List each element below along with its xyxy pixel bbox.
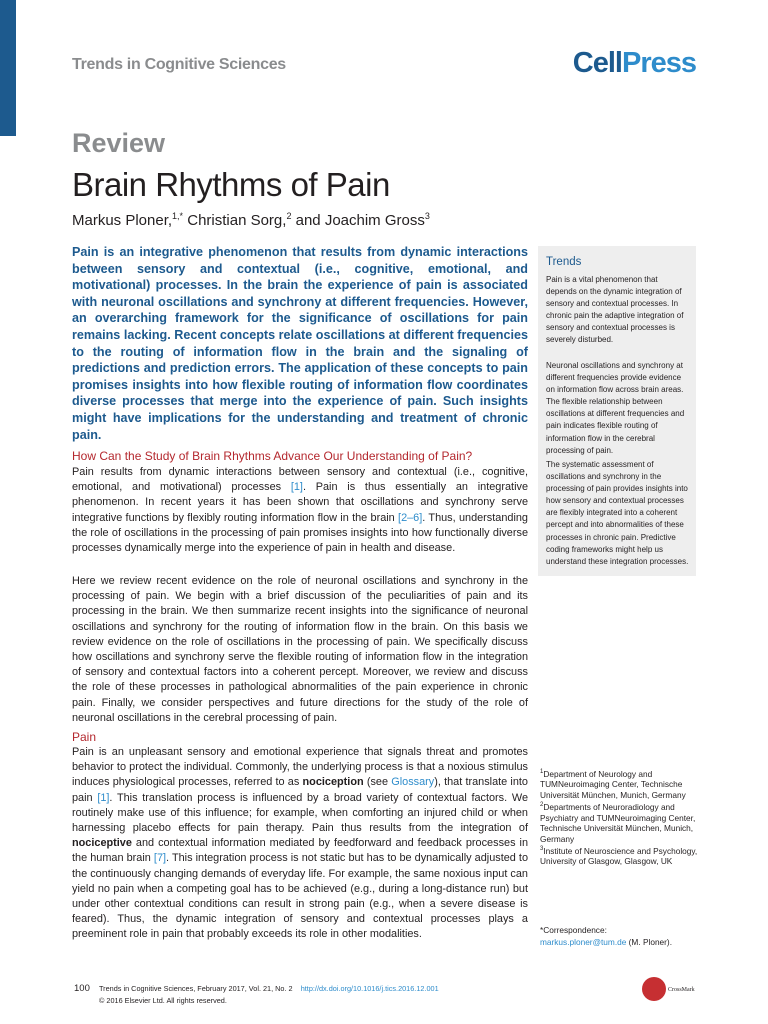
trends-paragraph-2: Neuronal oscillations and synchrony at different frequencies provide evidence on information flow across brain areas. The flexible relationship between oscillations at different frequencies and pain indicates flexible routing of information flow in the cerebral processing of pain. (546, 361, 685, 455)
affiliation-3: $^3$Institute of Neuroscience and Psychology, University of Glasgow, Glasgow, UK (540, 845, 698, 867)
citation-link[interactable]: [2–6] (398, 511, 423, 524)
author-list (72, 211, 430, 229)
journal-name: Trends in Cognitive Sciences (72, 56, 286, 73)
intro-paragraph-1: Pain results from dynamic interactions between sensory and contextual (i.e., cognitive, emotional, and motivational) processes [1]. Pain is thus essentially an integrative phenomenon. In recent years it has been shown that oscillations and synchrony serve integrative functions by flexibly routing information flow in the brain [2–6]. Thus, understanding the role of oscillations in the processing of pain promises insights into how functionally diverse processes dynamically merge into the experience of pain in health and disease. (72, 466, 528, 555)
author-2: Christian Sorg, (183, 212, 287, 229)
author-3: and Joachim Gross (291, 212, 425, 229)
logo-part-press: Press (621, 47, 696, 79)
author-3-affiliation: 3 (424, 211, 430, 221)
affiliation-1: $^1$Department of Neurology and TUMNeuroimaging Center, Technische Universität München, Munich, Germany (540, 768, 686, 800)
trends-title: Trends (546, 256, 582, 268)
affiliation-2: $^2$Departments of Neuroradiology and Psychiatry and TUMNeuroimaging Center, Technische Universität München, Munich, Germany (540, 802, 696, 844)
glossary-term: nociceptive (72, 837, 132, 850)
page-number: 100 (74, 983, 90, 994)
journal-accent-bar (0, 0, 16, 136)
crossmark-badge[interactable] (642, 977, 702, 1005)
trends-paragraph-3: The systematic assessment of oscillations and synchrony in the processing of pain provides insights into how sensory and contextual processes are flexibly integrated into a coherent percept and into abnormalities of these processes in chronic pain. Predictive coding frameworks might help us understand these integration processes. (546, 460, 689, 566)
trends-box (538, 246, 696, 576)
article-title: Brain Rhythms of Pain (72, 166, 390, 203)
section-heading-pain: Pain (72, 730, 97, 744)
trends-paragraph-1: Pain is a vital phenomenon that depends on the dynamic integration of sensory and contextual processes. In chronic pain the adaptive integration of sensory and contextual processes is severely disturbed. (546, 275, 684, 345)
intro-paragraph-2: Here we review recent evidence on the role of neuronal oscillations and synchrony in the processing of pain. We begin with a brief discussion of the peculiarities of pain and its processing in the brain. We then summarize recent insights into the significance of neuronal oscillations and synchrony for the routing of information flow in the brain. On this basis we review evidence on the role of oscillations in the processing of pain. We specifically discuss how oscillations and synchrony serve the flexible routing of information flow in the integration of sensory and contextual factors into a coherent percept. Moreover, we review and discuss the role of these processes in pathological abnormalities of the pain experience in chronic pain. Finally, we consider perspectives and future directions for the study of the role of neuronal oscillations in the cerebral processing of pain. (72, 575, 528, 724)
doi-link[interactable]: http://dx.doi.org/10.1016/j.tics.2016.12.001 (300, 984, 439, 993)
footer-citation: Trends in Cognitive Sciences, February 2017, Vol. 21, No. 2 http://dx.doi.org/10.1016/j.tics.2016.12.001 (99, 984, 439, 993)
abstract: Pain is an integrative phenomenon that results from dynamic interactions between sensory and contextual (i.e., cognitive, emotional, and motivational) processes. In the brain the experience of pain is associated with neuronal oscillations and synchrony at different frequencies. However, an overarching framework for the significance of oscillations for pain remains lacking. Recent concepts relate oscillations at different frequencies to the routing of information flow in the brain and the signaling of predictions and prediction errors. The application of these concepts to pain promises insights into how flexible routing of information flow coordinates diverse processes that merge into the experience of pain. Such insights might have implications for the understanding and treatment of chronic pain. (72, 245, 528, 442)
author-1-affiliation: 1,* (172, 211, 184, 221)
crossmark-label: CrossMark (668, 987, 695, 993)
crossmark-icon (642, 977, 666, 1001)
pain-paragraph: Pain is an unpleasant sensory and emotional experience that signals threat and promotes behavior to protect the individual. Commonly, the underlying process is that a noxious stimulus induces physiological processes, referred to as nociception (see Glossary), that translate into pain [1]. This translation process is influenced by a broad variety of contextual factors. We routinely make use of this influence; for example, when comforting an injured child or when harnessing placebo effects for pain therapy. Pain thus results from the integration of nociceptive and contextual information mediated by feedforward and feedback processes in the human brain [7]. This integration process is not static but has to be dynamically adjusted to the continuously changing demands of everyday life. For example, the same noxious input can yield no pain when a competing goal has to be achieved (e.g., during a long-distance run) but under other contextual conditions can result in strong pain (e.g., when a severe disease is feared). Thus, the dynamic integration of sensory and contextual processes plays a preeminent role in pain that probably exceeds its role in other modalities. (72, 746, 529, 941)
correspondence-label: *Correspondence: (540, 925, 607, 935)
glossary-term: nociception (302, 776, 364, 789)
email-link[interactable]: markus.ploner@tum.de (540, 936, 627, 947)
citation-link[interactable]: [1] (97, 791, 110, 804)
section-heading-intro: How Can the Study of Brain Rhythms Advance Our Understanding of Pain? (72, 449, 473, 463)
article-type: Review (72, 128, 166, 158)
citation-link[interactable]: [7] (153, 852, 167, 865)
glossary-link[interactable]: Glossary (391, 776, 435, 789)
correspondence-name: (M. Ploner). (626, 936, 673, 947)
author-1: Markus Ploner, (72, 212, 173, 229)
publisher-logo[interactable] (573, 47, 696, 80)
citation-link[interactable]: [1] (290, 481, 303, 494)
correspondence (540, 925, 700, 948)
affiliations (540, 767, 700, 867)
author-2-affiliation: 2 (286, 211, 292, 221)
footer-copyright: © 2016 Elsevier Ltd. All rights reserved. (99, 996, 227, 1005)
logo-part-cell: Cell (572, 47, 622, 79)
